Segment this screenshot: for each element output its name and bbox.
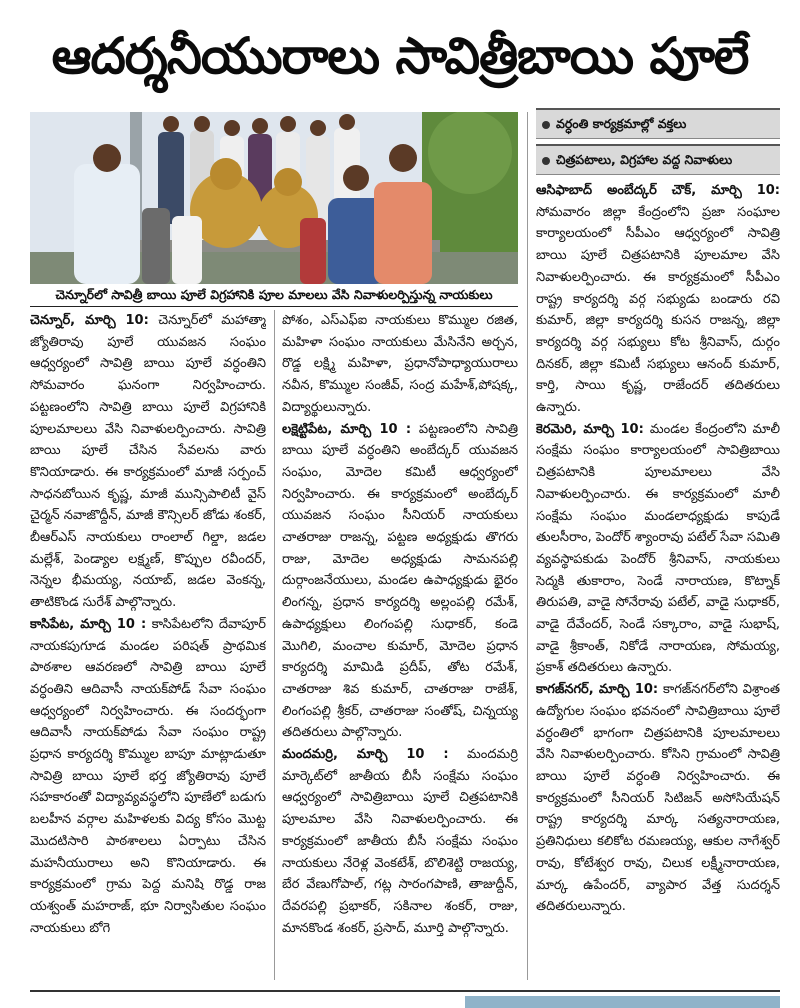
dateline: కాసిపేట, మార్చి 10 : xyxy=(30,616,147,632)
bullet-icon xyxy=(542,157,550,165)
highlight-text: చిత్రపటాలు, విగ్రహాల వద్ద నివాళులు xyxy=(556,152,733,167)
paragraph-text: కాసిపేటలోని దేవాపూర్ నాయకపుగూడ మండల పరిషత్ ప్రాథమిక పాఠశాల ఆవరణలో సావిత్రి బాయి పూలే వర్ధంతిని ఆదివాసీ నాయక్‌పోడ్ సేవా సంఘం ఆధ్వర్యంలో నిర్వహించారు. ఈ సందర్భంగా ఆదివాసీ నాయక్‌పోడు సేవా సంఘం రాష్ట్ర ప్రధాన కార్యదర్శి కొమ్ముల బాపూ మాట్లాడుతూ సావిత్రి బాయి పూలే భర్త జ్యోతిరావు పూలే సహకారంతో విద్యావ్యవస్థలోని పూణేలో బడుగు బలహీన వర్గాల మహిళలకు విద్య కోసం మొట్ట మొదటిసారి పాఠశాలలు ఏర్పాటు చేసిన మహనీయురాలు అని కొనియాడారు. ఈ కార్యక్రమంలో గ్రామ పెద్ద మనిషి రొడ్డ రాజ యశ్వంత్ మహరాజ్, భూ నిర్వాసితుల సంఘం నాయకులు బోగె xyxy=(30,616,266,936)
article-column-2 xyxy=(282,310,518,980)
photo-tree-crown xyxy=(428,112,512,194)
page-footer xyxy=(30,982,780,1008)
dateline: లక్షెట్టిపేట, మార్చి 10 : xyxy=(282,421,412,437)
dateline: చెన్నూర్, మార్చి 10: xyxy=(30,313,149,328)
headline: ఆదర్శనీయురాలు సావిత్రీబాయి పూలే xyxy=(51,27,749,85)
bullet-icon xyxy=(542,121,550,129)
photo-caption: చెన్నూర్‌లో సావిత్రీ బాయి పూలే విగ్రహానికి పూల మాలలు వేసి నివాళులర్పిస్తున్న నాయకులు xyxy=(30,284,518,307)
column-divider xyxy=(527,112,528,980)
paragraph-text: సోమవారం జిల్లా కేంద్రంలోని ప్రజా సంఘాల కార్యాలయంలో సీపీఎం ఆధ్వర్యంలో సావిత్రి బాయి పూలే చిత్రపటానికి పూలమాల వేసి నివాళులర్పించారు. ఈ కార్యక్రమంలో సీపీఎం రాష్ట్ర కార్యదర్శి వర్గ సభ్యుడు బండారు రవి కుమార్, జిల్లా కార్యదర్శి కుసన రాజన్న, జిల్లా కార్యదర్శి వర్గ సభ్యులు కోట శ్రీనివాస్, దుర్గం దినకర్, జిల్లా కమిటీ సభ్యులు ఆనంద్ కుమార్, కార్తి, సాయి కృష్ణ, రాజేందర్ తదితరులు ఉన్నారు. xyxy=(536,204,780,416)
highlight-item xyxy=(536,144,780,175)
article-column-1 xyxy=(30,310,266,980)
paragraph-text: చెన్నూర్‌లో మహాత్మా జ్యోతిరావు పూలే యువజన సంఘం ఆధ్వర్యంలో సావిత్రి బాయి పూలే వర్ధంతిని సోమవారం ఘనంగా నిర్వహించారు. పట్టణంలోని సావిత్రి బాయి పూలే విగ్రహానికి పూలమాలలు వేసి నివాళులర్పించారు. సావిత్రి బాయి పూలే చేసిన సేవలను వారు కొనియాడారు. ఈ కార్యక్రమంలో మాజీ సర్పంచ్ సాధనబోయిన కృష్ణ, మాజీ మున్సిపాలిటీ వైస్ చైర్మన్ నవాజొద్దీన్, మాజీ కౌన్సిలర్ జోడు శంకర్, బీఆర్ఎస్ నాయకులు రాంలాల్ గిల్డా, జడల మల్లేశ్, పెండ్యాల లక్ష్మణ్, కొప్పుల రవీందర్, నెన్నల భీమయ్య, నయాబ్, జడల వెంకన్న, తాటికొండ సురేశ్ పాల్గొన్నారు. xyxy=(30,313,266,611)
paragraph-text: పోశం, ఎస్ఎఫ్ఐ నాయకులు కొమ్ముల రజిత, మహిళా సంఘం నాయకులు మేసినేని అర్చన, రొడ్డ లక్ష్మి మహిళా, ప్రధానోపాధ్యాయురాలు నవీన, కొమ్ముల సంజీవ్, సంద్ర మహేశ్,పోషక్క, విద్యార్థులున్నారు. xyxy=(282,313,518,415)
highlight-text: వర్ధంతి కార్యక్రమాల్లో వక్తలు xyxy=(556,116,687,131)
article-paragraph xyxy=(282,419,518,745)
dateline: కెరమెరి, మార్చి 10: xyxy=(536,421,644,437)
article-paragraph xyxy=(282,744,518,939)
column-divider xyxy=(274,310,275,980)
dateline: ఆసిఫాబాద్ అంబేద్కర్ చౌక్, మార్చి 10: xyxy=(536,183,780,198)
dateline: కాగజ్‌నగర్, మార్చి 10: xyxy=(536,682,659,698)
highlights-box xyxy=(536,108,780,180)
article-paragraph xyxy=(536,419,780,679)
article-column-3 xyxy=(536,180,780,980)
article-paragraph xyxy=(30,614,266,940)
article-paragraph xyxy=(282,310,518,419)
paragraph-text: మండల కేంద్రంలోని మాలీ సంక్షేమ సంఘం కార్యాలయంలో సావిత్రిబాయి చిత్రపటానికి పూలమాలలు వేసి నివాళులర్పించారు. ఈ కార్యక్రమంలో మాలీ సంక్షేమ సంఘం మండలాధ్యక్షుడు కాపుడే తులసీరాం, పెందోర్ శ్యాంరావు పటేల్ సేవా సమితి వ్యవస్థాపకుడు పెందోర్ శ్రీనివాస్, నాయకులు సెద్మకి తుకారాం, సెండే నారాయణ, కొట్నాక్ తిరుపతి, వాడై సోనేరావు పటేల్, వాడై సుధాకర్, వాడై దేవేందర్, సెండే సక్కారాం, వాడై సుభాష్, వాడై శ్రీకాంత్, నికోడే నారాయణ, సోమయ్య, ప్రకాశ్ తదితరులు ఉన్నారు. xyxy=(536,421,780,676)
highlight-item xyxy=(536,108,780,139)
paragraph-text: కాగజ్‌నగర్‌లోని విశ్రాంత ఉద్యోగుల సంఘం భవనంలో సావిత్రిబాయి పూలే వర్ధంతిలో భాగంగా చిత్రపటానికి పూలమాలలు వేసి నివాళులర్పించారు. కోసిని గ్రామంలో సావిత్రి బాయి పూలే వర్ధంతి నిర్వహించారు. ఈ కార్యక్రమంలో సీనియర్ సిటిజన్ అసోసియేషన్ రాష్ట్ర కార్యదర్శి మార్క సత్యనారాయణ, ప్రతినిధులు కలికోట రమణయ్య, ఆకుల నాగేశ్వర్ రావు, కోటేశ్వర రావు, చిలుక లక్ష్మీనారాయణ, మార్క ఉపేందర్, వ్యాపార వేత్త సుదర్శన్ తదితరులున్నారు. xyxy=(536,682,780,915)
news-photo xyxy=(30,112,518,285)
dateline: మందమర్రి, మార్చి 10 : xyxy=(282,747,449,763)
paragraph-text: పట్టణంలోని సావిత్రి బాయి పూలే వర్ధంతిని అంబేద్కర్ యువజన సంఘం, మోదెల కమిటీ ఆధ్వర్యంలో నిర్వహించారు. ఈ కార్యక్రమంలో అంబేద్కర్ యువజన సంఘం సీనియర్ నాయకులు చాతరాజు రాజన్న, పట్టణ అధ్యక్షుడు తొగరు రాజు, మోదెల అధ్యక్షుడు సామనపల్లి దుర్గాంజనేయులు, మండల ఉపాధ్యక్షుడు భైరం లింగన్న, ప్రధాన కార్యదర్శి అల్లంపల్లి రమేశ్, ఉపాధ్యక్షులు లింగంపల్లి సుధాకర్, కండె మొగిలి, మంచాల కుమార్, మోదెల ప్రధాన కార్యదర్శి మామిడి ప్రదీప్, తోట రమేశ్, చాతరాజు శివ కుమార్, చాతరాజు రాజేశ్, లింగంపల్లి శ్రీకర్, చాతరాజు సంతోష్, చిన్నయ్య తదితరులు పాల్గొన్నారు. xyxy=(282,421,518,741)
paragraph-text: మందమర్రి మార్కెట్‌లో జాతీయ బీసీ సంక్షేమ సంఘం ఆధ్వర్యంలో సావిత్రిబాయి పూలే చిత్రపటానికి పూలమాల వేసి నివాళులర్పించారు. ఈ కార్యక్రమంలో జాతీయ బీసీ సంక్షేమ సంఘం నాయకులు నేరెళ్ల వెంకటేశ్, బొలిశెట్టి రాజయ్య, బేర వేణుగోపాల్, గట్ల సారంగపాణి, తాజుద్దీన్, దేవరపల్లి ప్రభాకర్, సకినాల శంకర్, రాజు, మానకొండ శంకర్, ప్రసాద్, మూర్తి పాల్గొన్నారు. xyxy=(282,747,518,936)
next-article-image-edge xyxy=(465,996,780,1008)
article-paragraph xyxy=(536,679,780,918)
footer-rule xyxy=(30,990,780,992)
article-paragraph xyxy=(536,180,780,419)
article-paragraph xyxy=(30,310,266,614)
